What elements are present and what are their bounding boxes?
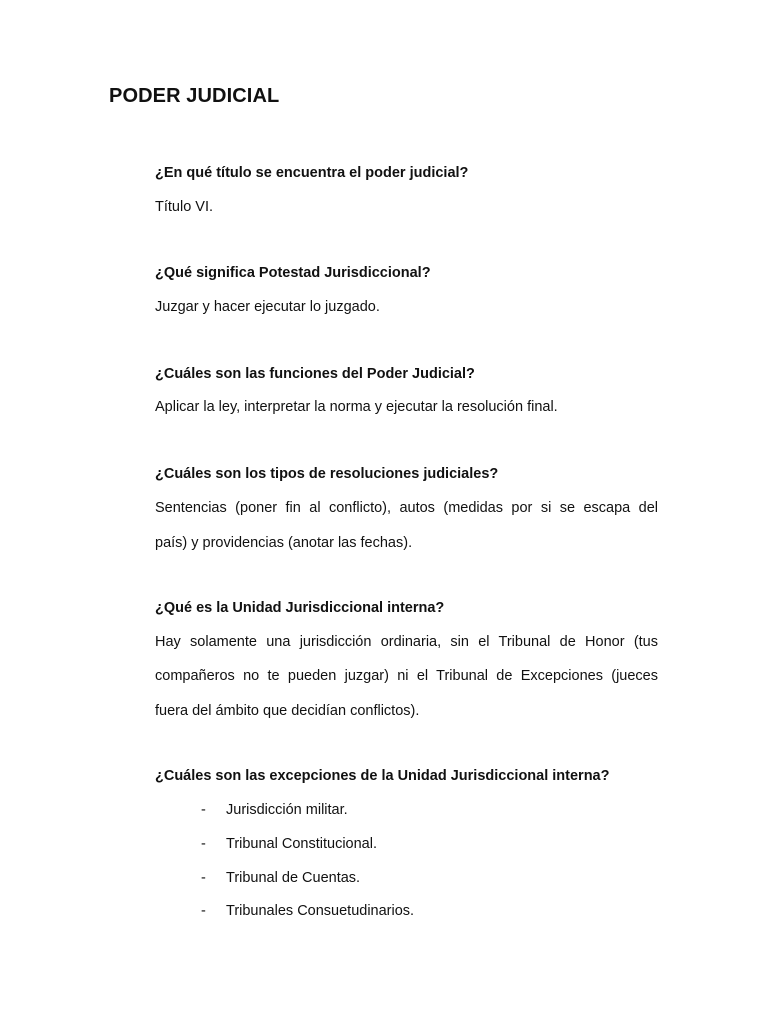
question-4: ¿Qué es la Unidad Jurisdiccional interna? — [155, 600, 445, 616]
list-item: Tribunales Consuetudinarios. — [226, 903, 415, 919]
answer-2-line-0: Aplicar la ley, interpretar la norma y ejecutar la resolución final. — [155, 399, 558, 415]
answer-4-line-1: compañeros no te pueden juzgar) ni el Tribunal de Excepciones (jueces — [155, 668, 658, 684]
answer-3-line-0: Sentencias (poner fin al conflicto), autos (medidas por si se escapa del — [155, 500, 658, 516]
question-0: ¿En qué título se encuentra el poder judicial? — [155, 165, 469, 181]
answer-3-line-1: país) y providencias (anotar las fechas). — [155, 535, 413, 551]
question-2: ¿Cuáles son las funciones del Poder Judicial? — [155, 366, 475, 382]
question-3: ¿Cuáles son los tipos de resoluciones judiciales? — [155, 466, 499, 482]
question-1: ¿Qué significa Potestad Jurisdiccional? — [155, 265, 431, 281]
list-bullet: - — [201, 836, 206, 852]
list-item: Tribunal de Cuentas. — [226, 870, 361, 886]
list-item: Tribunal Constitucional. — [226, 836, 377, 852]
question-5: ¿Cuáles son las excepciones de la Unidad Jurisdiccional interna? — [155, 768, 610, 784]
list-item: Jurisdicción militar. — [226, 802, 348, 818]
answer-4-line-0: Hay solamente una jurisdicción ordinaria, sin el Tribunal de Honor (tus — [155, 634, 658, 650]
answer-4-line-2: fuera del ámbito que decidían conflictos). — [155, 703, 420, 719]
list-bullet: - — [201, 903, 206, 919]
list-bullet: - — [201, 802, 206, 818]
answer-1-line-0: Juzgar y hacer ejecutar lo juzgado. — [155, 299, 380, 315]
list-bullet: - — [201, 870, 206, 886]
page-title: PODER JUDICIAL — [109, 85, 280, 107]
answer-0-line-0: Título VI. — [155, 199, 214, 215]
